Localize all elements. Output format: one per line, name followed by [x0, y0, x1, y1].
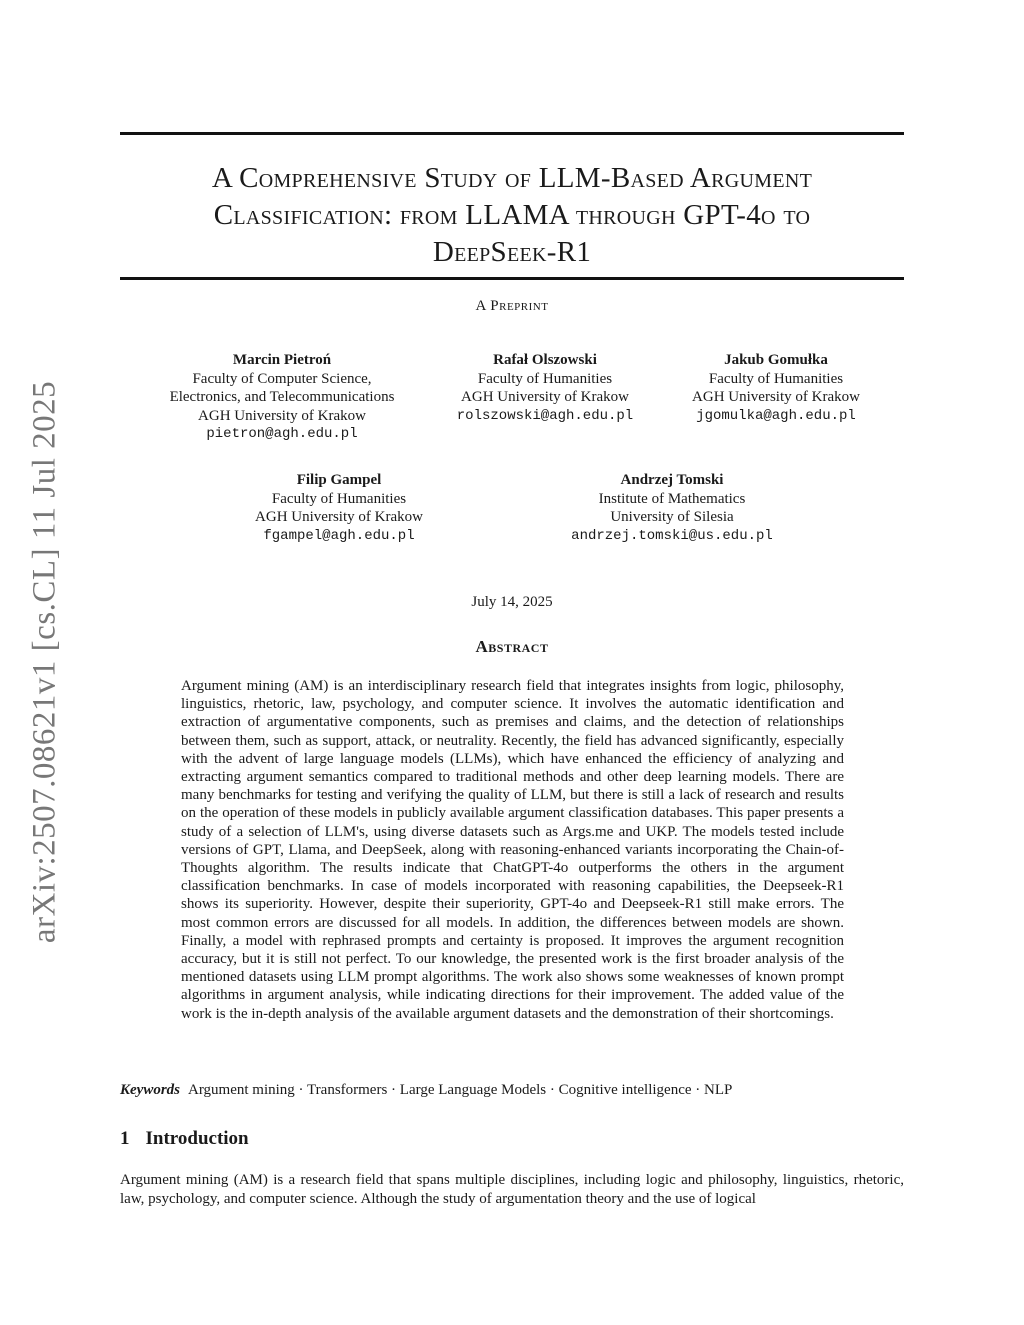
title-rule-top [120, 132, 904, 135]
author-affiliation: Electronics, and Telecommunications [169, 389, 395, 405]
keywords [120, 1082, 904, 1099]
author-block [214, 471, 464, 545]
section-heading [120, 1128, 249, 1150]
author-email[interactable]: pietron@agh.edu.pl [206, 426, 358, 442]
author-affiliation: University of Silesia [610, 509, 734, 525]
author-name: Marcin Pietroń [232, 352, 332, 368]
title-line-2: Classification: from LLAMA through GPT-4o to [213, 199, 811, 231]
author-block [532, 471, 812, 545]
section-title: Introduction [145, 1128, 249, 1149]
title-line-3: DeepSeek-R1 [432, 236, 592, 268]
abstract-heading: Abstract [475, 637, 549, 656]
author-affiliation: Faculty of Humanities [477, 370, 613, 387]
keywords-label: Keywords [120, 1082, 180, 1098]
keywords-list: Argument mining · Transformers · Large Language Models · Cognitive intelligence · NLP [188, 1082, 733, 1098]
arxiv-identifier: arXiv:2507.08621v1 [cs.CL] 11 Jul 2025 [26, 380, 63, 944]
author-email[interactable]: andrzej.tomski@us.edu.pl [571, 527, 773, 544]
author-block [142, 351, 422, 444]
author-name: Filip Gampel [296, 472, 382, 488]
author-block [410, 351, 680, 425]
author-affiliation: Faculty of Humanities [271, 490, 407, 507]
author-block [670, 351, 882, 425]
abstract-text: Argument mining (AM) is an interdisciplinary research field that integrates insights from logic, philosophy, linguistics, rhetoric, law, psychology, and computer science. It involves the automatic identification and extraction of argumentative components, such as premises and claims, and the detection of relationships between them, such as support, attack, or neutrality. Recently, the field has advanced significantly, especially with the advent of large language models (LLMs), which have enhanced the efficiency of analyzing and extracting argument semantics compared to traditional methods and other deep learning models. There are many benchmarks for testing and verifying the quality of LLM, but there is still a lack of research and results on the operation of these models in publicly available argument classification databases. This paper presents a study of a selection of LLM's, using diverse datasets such as Args.me and UKP. The models tested include versions of GPT, Llama, and DeepSeek, along with reasoning-enhanced variants incorporating the Chain-of-Thoughts algorithm. The results indicate that ChatGPT-4o outperforms the others in the argument classification benchmarks. In case of models incorporated with reasoning capabilities, the Deepseek-R1 shows its superiority. However, despite their superiority, GPT-4o and Deepseek-R1 still make errors. The most common errors are discussed for all models. In addition, the differences between models are shown. Finally, a model with rephrased prompts and certainty is proposed. It improves the argument recognition accuracy, but it is still not perfect. To our knowledge, the presented work is the first broader analysis of the mentioned datasets using LLM prompt algorithms. The work also shows some weaknesses of known prompt algorithms in argument analysis, while indicating directions for their improvement. The added value of the work is the in-depth analysis of the available argument datasets and the demonstration of their shortcomings. [181, 678, 844, 1022]
section-number: 1 [120, 1128, 130, 1149]
author-name: Rafał Olszowski [493, 352, 597, 368]
author-affiliation: Faculty of Humanities [708, 370, 844, 387]
author-affiliation: AGH University of Krakow [198, 407, 366, 424]
paper-title [120, 160, 904, 271]
author-email[interactable]: fgampel@agh.edu.pl [263, 527, 415, 544]
section-text: Argument mining (AM) is a research field that spans multiple disciplines, including logic and philosophy, linguistics, rhetoric, law, psychology, and computer science. Although the study of argumentation theory and the use of logical [120, 1172, 904, 1207]
author-affiliation: AGH University of Krakow [461, 389, 629, 405]
author-affiliation: Faculty of Computer Science, [192, 370, 372, 387]
author-affiliation: Institute of Mathematics [598, 490, 746, 507]
title-line-1: A Comprehensive Study of LLM-Based Argument [211, 162, 813, 194]
publication-date: July 14, 2025 [471, 594, 553, 610]
author-email[interactable]: jgomulka@agh.edu.pl [696, 407, 856, 424]
author-name: Jakub Gomułka [724, 352, 828, 368]
author-affiliation: AGH University of Krakow [692, 389, 860, 405]
author-affiliation: AGH University of Krakow [255, 509, 423, 525]
preprint-label: A Preprint [475, 298, 549, 314]
author-name: Andrzej Tomski [620, 472, 724, 488]
title-rule-bottom [120, 277, 904, 280]
author-email[interactable]: rolszowski@agh.edu.pl [456, 407, 634, 424]
